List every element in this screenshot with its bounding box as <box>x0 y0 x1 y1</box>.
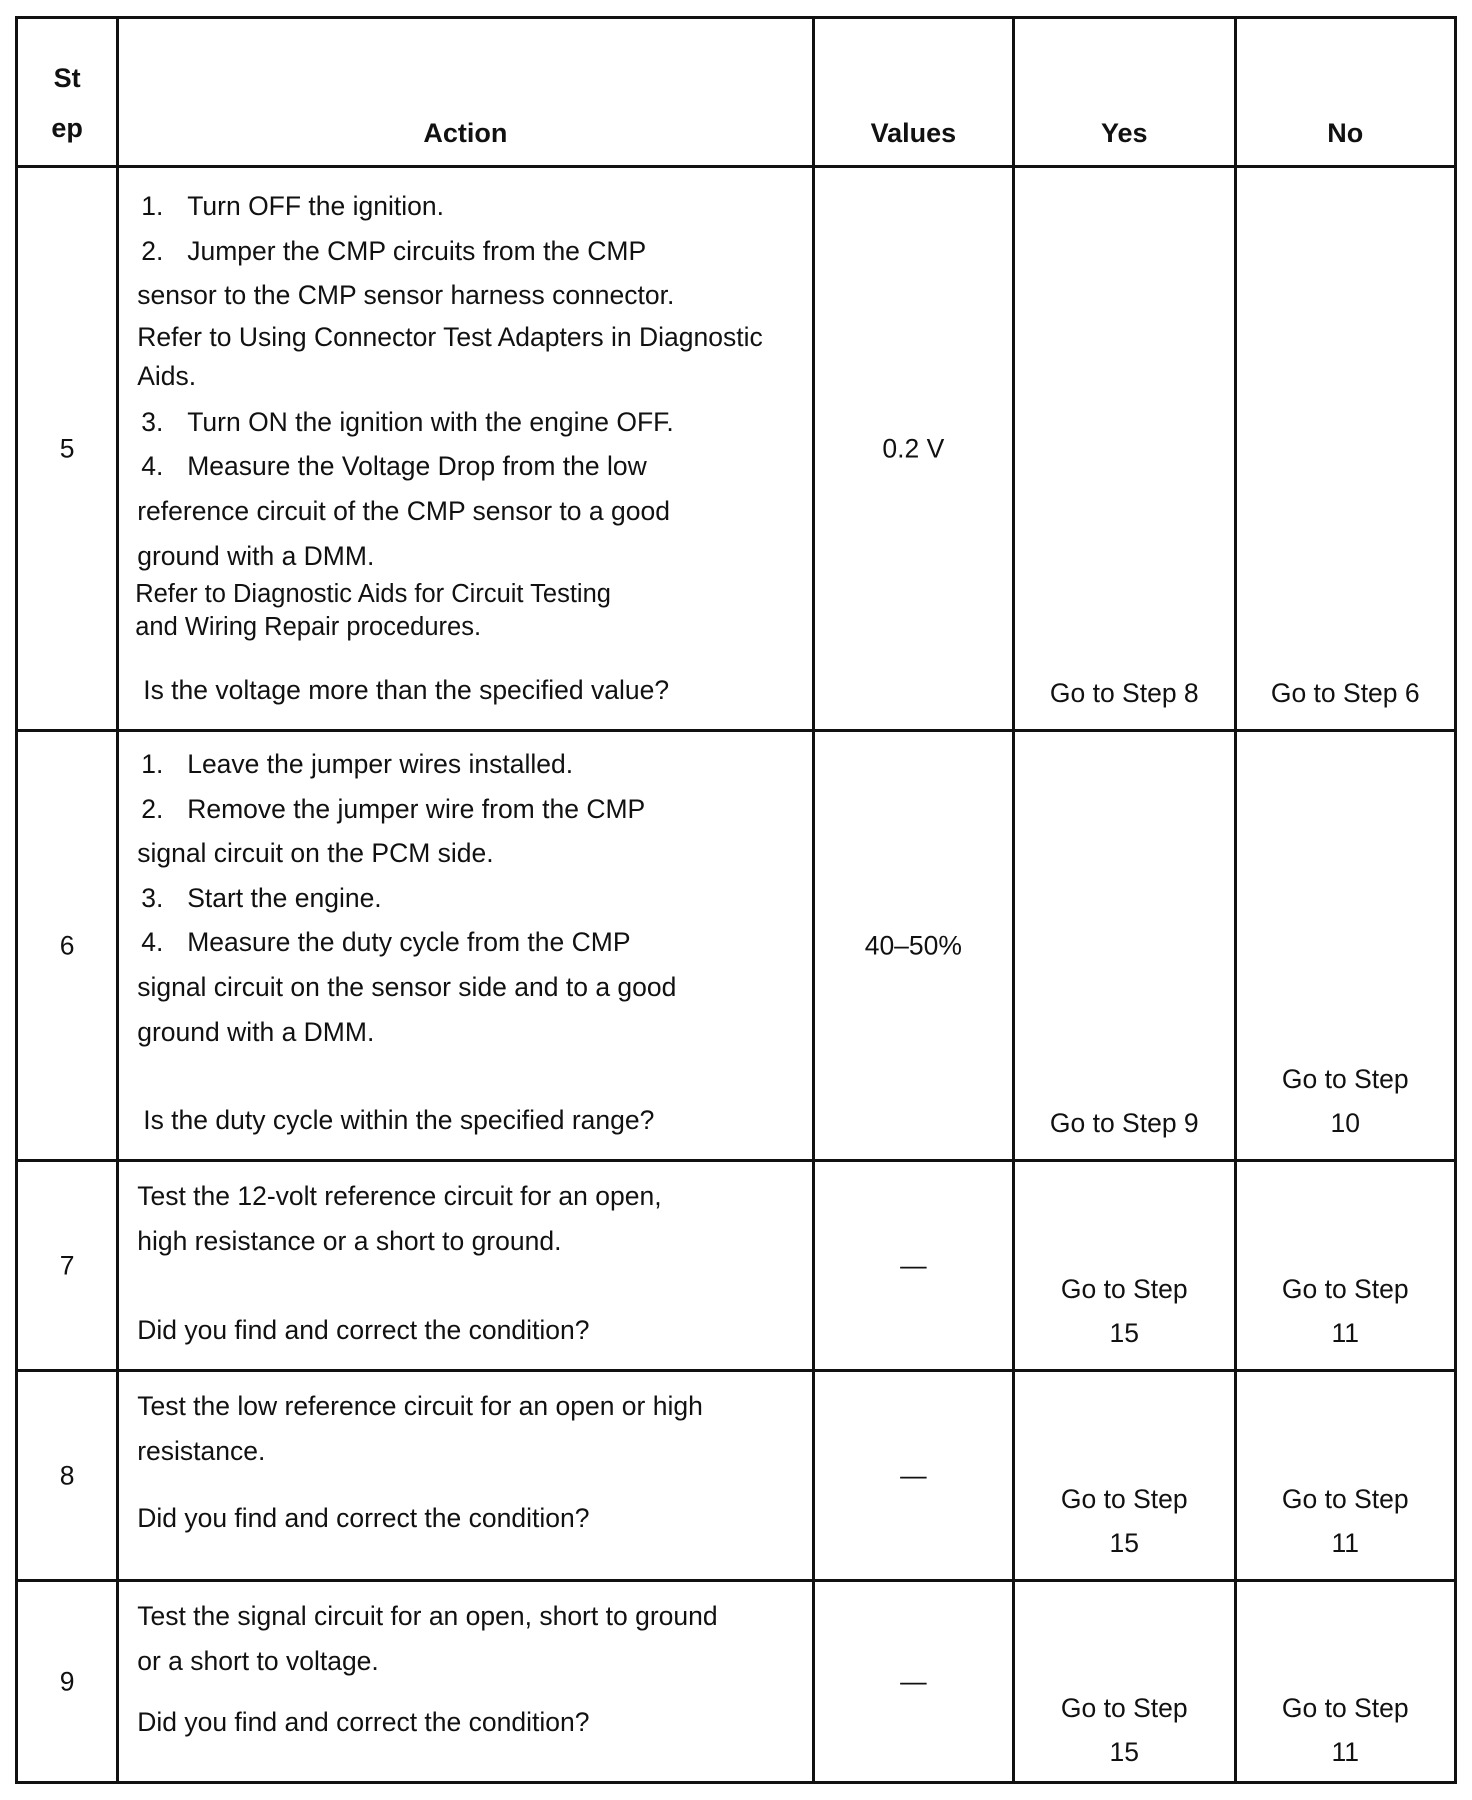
action-line <box>137 400 811 445</box>
action-line-text: ground with a DMM. <box>137 540 375 571</box>
action-line <box>137 876 811 921</box>
no-cell <box>1235 1371 1456 1581</box>
yes-result-line2: 15 <box>1109 1318 1140 1349</box>
step-number: 5 <box>59 433 75 464</box>
header-step <box>17 18 118 167</box>
no-result <box>1237 1267 1455 1356</box>
value-cell <box>813 1161 1013 1371</box>
no-result-line1: Go to Step <box>1281 1273 1409 1304</box>
action-line-text: Remove the jumper wire from the CMP <box>187 793 646 824</box>
header-step-line1: St <box>53 63 81 93</box>
yes-cell <box>1014 1161 1235 1371</box>
action-line-text: Turn OFF the ignition. <box>187 191 444 221</box>
action-line <box>137 318 811 357</box>
action-cell <box>118 1371 813 1581</box>
action-line-number: 1. <box>141 191 164 221</box>
step-number: 6 <box>59 930 75 961</box>
no-cell <box>1235 1161 1456 1371</box>
action-line <box>137 184 811 229</box>
action-line <box>137 920 811 965</box>
action-line <box>137 444 811 489</box>
table-row <box>17 1161 1456 1371</box>
no-cell <box>1235 167 1456 731</box>
no-result-line2: 11 <box>1331 1318 1359 1349</box>
spec-value: — <box>900 1666 927 1697</box>
yes-cell <box>1014 1371 1235 1581</box>
yes-result-line2: 15 <box>1109 1528 1140 1559</box>
action-line <box>137 965 811 1010</box>
action-line-text: signal circuit on the PCM side. <box>137 838 494 869</box>
no-cell <box>1235 1581 1456 1783</box>
yes-cell <box>1014 731 1235 1161</box>
no-result <box>1237 671 1455 716</box>
step-cell <box>17 731 118 1161</box>
action-line-text: Start the engine. <box>187 882 382 913</box>
no-result-line2: 11 <box>1331 1528 1359 1559</box>
action-line-text: Refer to Using Connector Test Adapters in Diagnostic <box>137 321 763 352</box>
step-number: 8 <box>59 1460 75 1491</box>
yes-result-line1: Go to Step <box>1060 1483 1188 1514</box>
action-note: Refer to Diagnostic Aids for Circuit Testing <box>135 580 611 609</box>
action-line <box>137 229 811 274</box>
header-no <box>1235 18 1456 167</box>
value-cell <box>813 167 1013 731</box>
yes-result-line2: 15 <box>1109 1737 1140 1768</box>
action-question: Did you find and correct the condition? <box>137 1707 590 1738</box>
action-line <box>137 1010 811 1055</box>
yes-result <box>1015 1267 1233 1356</box>
yes-result-line1: Go to Step 8 <box>1049 678 1199 709</box>
action-line-text: Leave the jumper wires installed. <box>187 749 574 779</box>
action-note: and Wiring Repair procedures. <box>135 613 482 642</box>
diagnostic-table <box>15 16 1457 1784</box>
action-line <box>137 787 811 832</box>
action-question: Is the voltage more than the specified value? <box>143 675 670 706</box>
action-line-text: Measure the duty cycle from the CMP <box>187 927 631 958</box>
header-yes <box>1014 18 1235 167</box>
no-result-line1: Go to Step 6 <box>1270 678 1420 709</box>
action-cell <box>118 731 813 1161</box>
yes-result <box>1015 1686 1233 1775</box>
action-line-text: Aids. <box>137 360 197 391</box>
action-line-text: sensor to the CMP sensor harness connector. <box>137 280 675 311</box>
action-line: or a short to voltage. <box>137 1645 379 1676</box>
yes-result-line1: Go to Step <box>1060 1692 1188 1723</box>
action-line <box>137 831 811 876</box>
action-line: Test the 12-volt reference circuit for an open, <box>137 1181 662 1211</box>
table-row <box>17 1371 1456 1581</box>
action-cell <box>118 1161 813 1371</box>
step-cell <box>17 1161 118 1371</box>
yes-result <box>1015 1101 1233 1146</box>
no-result-line2: 10 <box>1330 1108 1360 1139</box>
table-row <box>17 167 1456 731</box>
no-result-line1: Go to Step <box>1281 1063 1409 1094</box>
no-result <box>1237 1057 1455 1146</box>
action-line <box>137 357 811 396</box>
yes-result <box>1015 1477 1233 1566</box>
action-line-number: 2. <box>141 793 164 824</box>
action-line-number: 2. <box>141 235 164 266</box>
no-cell <box>1235 731 1456 1161</box>
header-yes-label: Yes <box>1100 118 1148 148</box>
header-no-label: No <box>1327 118 1364 148</box>
action-question: Did you find and correct the condition? <box>137 1503 590 1534</box>
action-line-text: reference circuit of the CMP sensor to a good <box>137 495 670 526</box>
no-result-line1: Go to Step <box>1281 1692 1409 1723</box>
action-line-number: 1. <box>141 749 164 779</box>
yes-result-line1: Go to Step 9 <box>1049 1108 1199 1139</box>
action-line: Test the low reference circuit for an open or high <box>137 1391 703 1421</box>
spec-value: — <box>900 1460 927 1491</box>
step-number: 9 <box>59 1666 75 1697</box>
step-cell <box>17 1581 118 1783</box>
step-cell <box>17 167 118 731</box>
table-row <box>17 1581 1456 1783</box>
action-line-text: signal circuit on the sensor side and to a good <box>137 971 677 1002</box>
action-line-text: ground with a DMM. <box>137 1016 375 1047</box>
action-line <box>137 489 811 534</box>
spec-value: 0.2 V <box>882 433 945 464</box>
value-cell <box>813 731 1013 1161</box>
action-question: Did you find and correct the condition? <box>137 1315 590 1346</box>
yes-result-line1: Go to Step <box>1060 1273 1188 1304</box>
action-line-text: Jumper the CMP circuits from the CMP <box>187 235 647 266</box>
action-line-number: 4. <box>141 927 164 958</box>
yes-cell <box>1014 167 1235 731</box>
spec-value: — <box>900 1250 927 1281</box>
action-line: resistance. <box>137 1435 266 1466</box>
value-cell <box>813 1581 1013 1783</box>
header-values <box>813 18 1013 167</box>
header-action <box>118 18 813 167</box>
action-line: Test the signal circuit for an open, short to ground <box>137 1601 718 1631</box>
action-line <box>137 534 811 579</box>
action-line <box>137 273 811 318</box>
header-row <box>17 18 1456 167</box>
step-number: 7 <box>59 1250 75 1281</box>
action-cell <box>118 1581 813 1783</box>
yes-result <box>1015 671 1233 716</box>
action-line-number: 3. <box>141 882 164 913</box>
header-values-label: Values <box>870 118 957 148</box>
header-step-line2: ep <box>51 113 83 143</box>
spec-value: 40–50% <box>864 930 962 961</box>
action-cell <box>118 167 813 731</box>
action-line-text: Measure the Voltage Drop from the low <box>187 451 647 482</box>
action-line <box>137 742 811 787</box>
step-cell <box>17 1371 118 1581</box>
yes-cell <box>1014 1581 1235 1783</box>
no-result-line2: 11 <box>1331 1737 1359 1768</box>
action-line-number: 3. <box>141 406 164 437</box>
no-result <box>1237 1477 1455 1566</box>
header-action-label: Action <box>423 118 508 148</box>
no-result-line1: Go to Step <box>1281 1483 1409 1514</box>
table-row <box>17 731 1456 1161</box>
action-line-text: Turn ON the ignition with the engine OFF. <box>187 406 674 437</box>
action-line-number: 4. <box>141 451 164 482</box>
action-line: high resistance or a short to ground. <box>137 1225 562 1256</box>
no-result <box>1237 1686 1455 1775</box>
action-question: Is the duty cycle within the specified range? <box>143 1105 655 1136</box>
value-cell <box>813 1371 1013 1581</box>
